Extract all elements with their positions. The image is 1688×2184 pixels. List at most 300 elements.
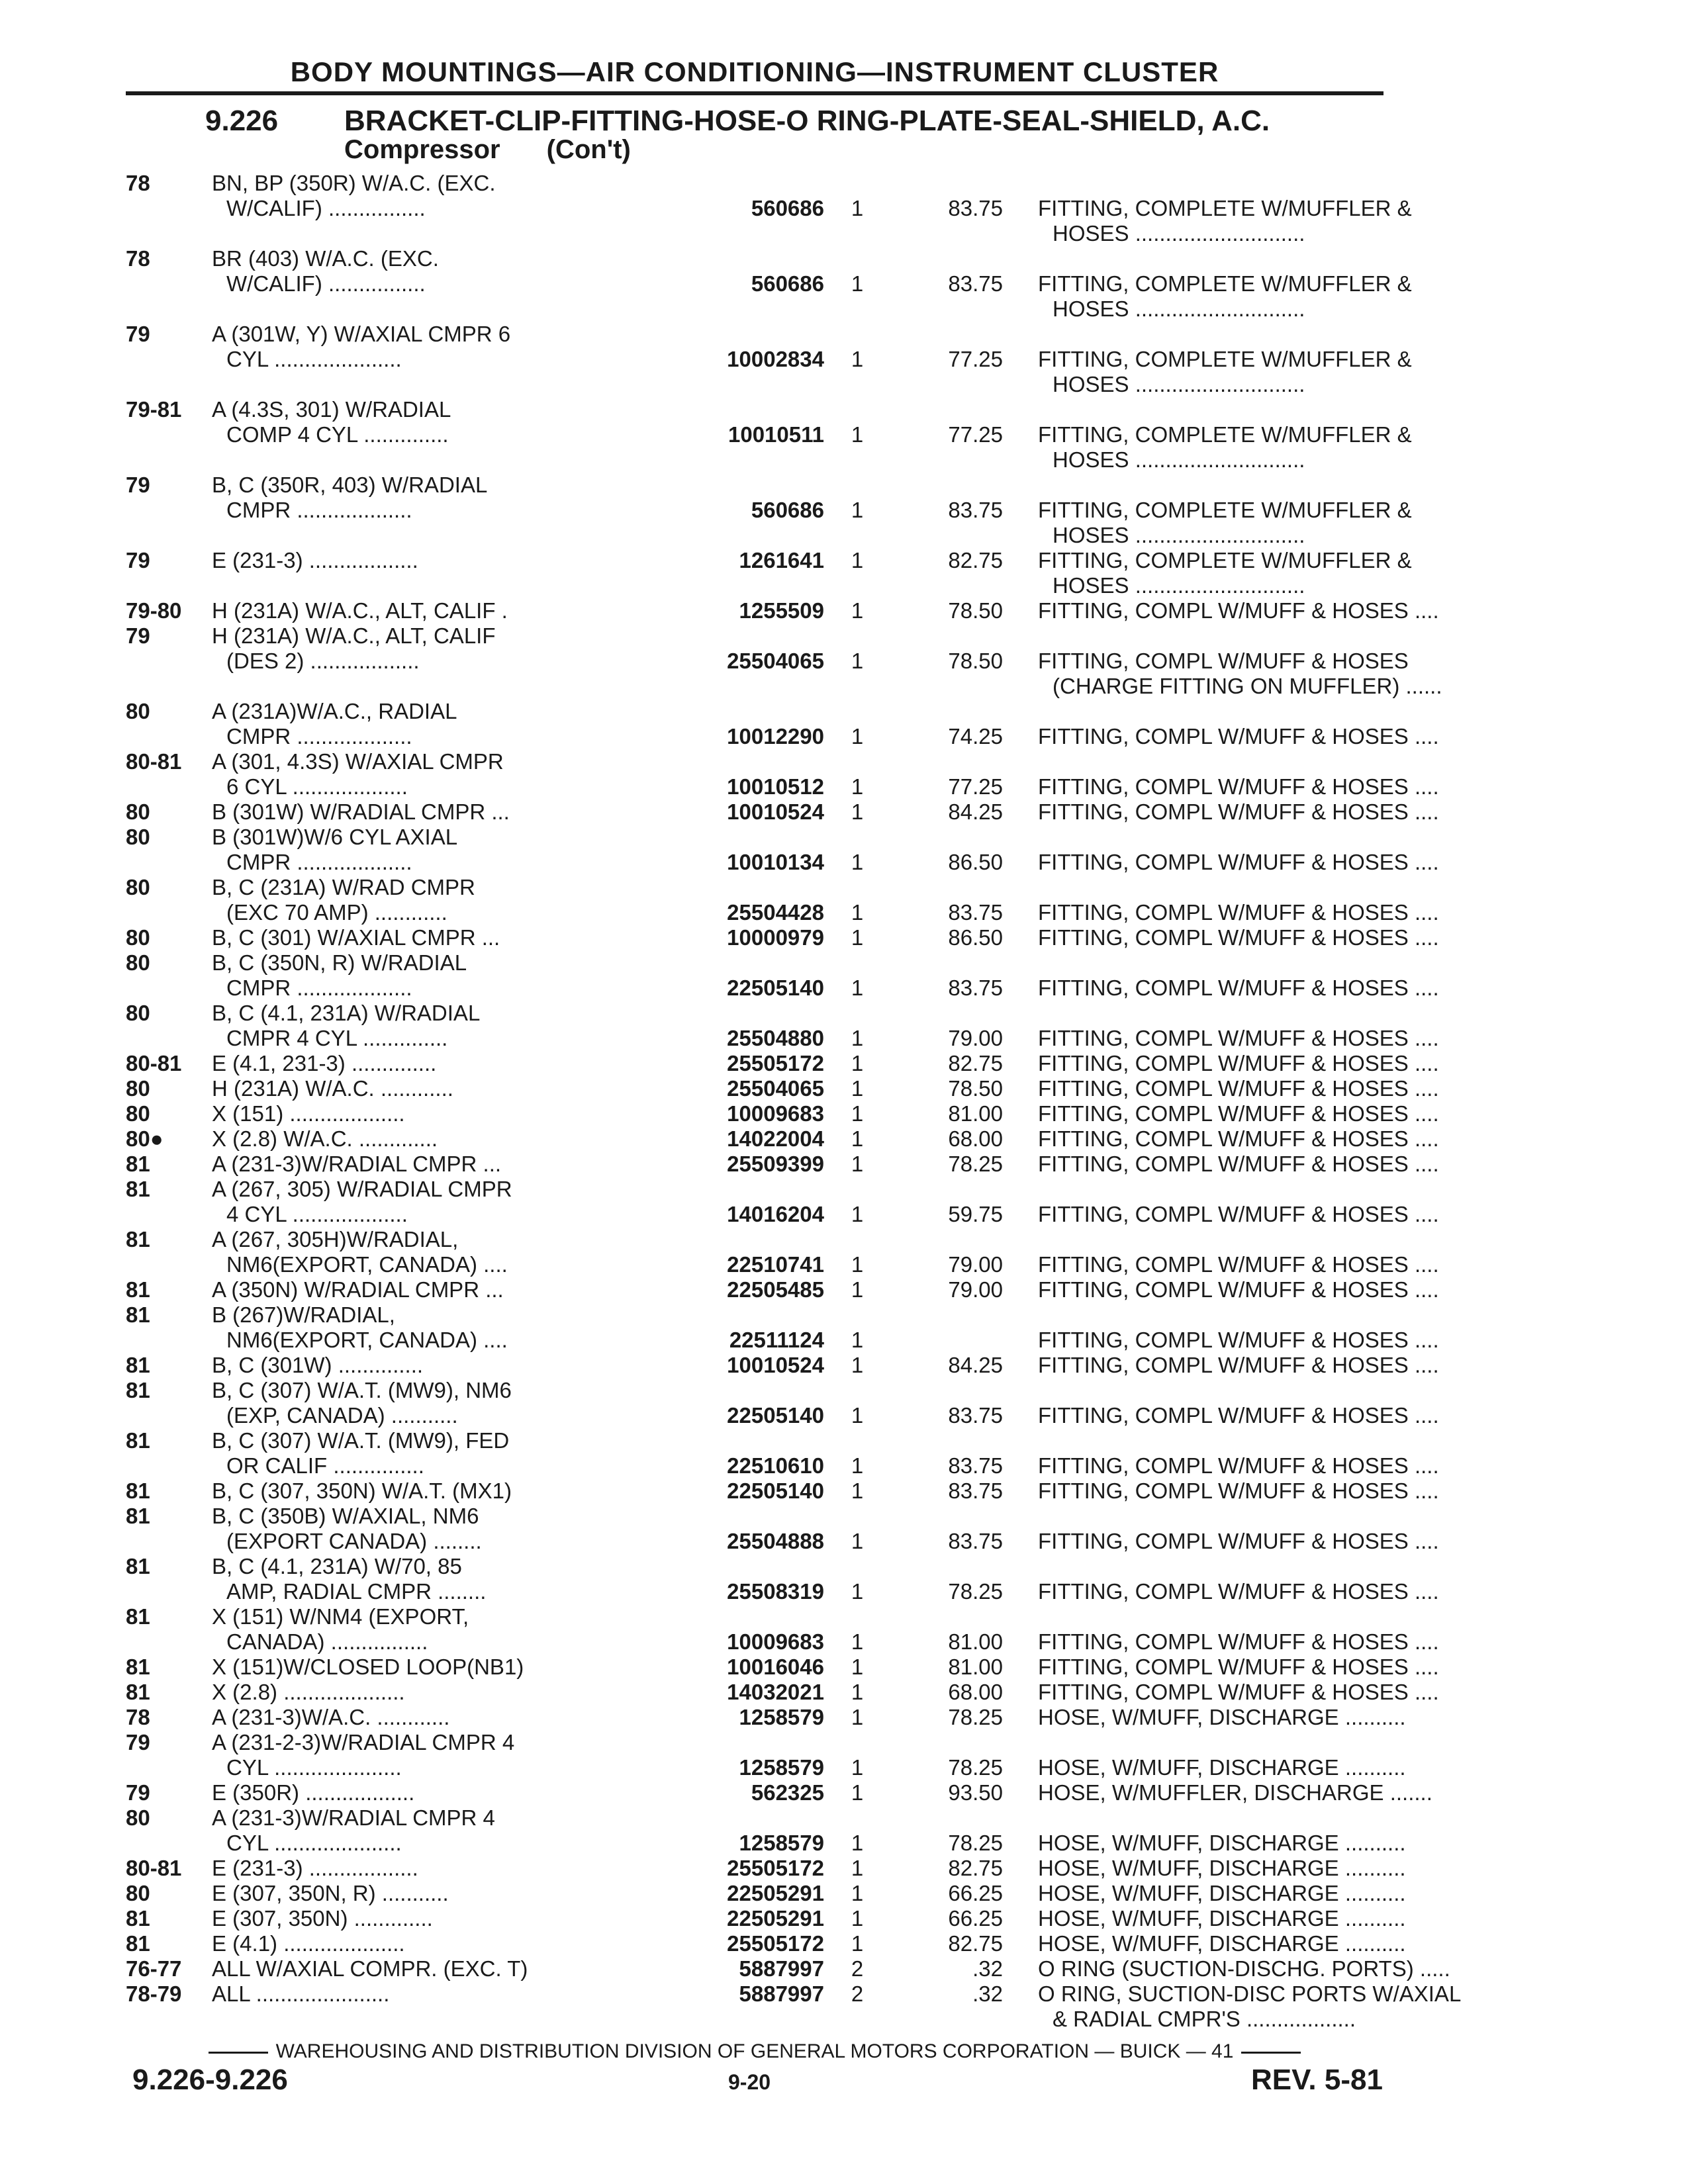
description-line: B, C (4.1, 231A) W/RADIAL [212,1001,481,1025]
quantity: 1 [851,1353,864,1377]
price: 83.75 [948,976,1003,1000]
price: 78.50 [948,1076,1003,1101]
description-line: CANADA) ................ [226,1629,428,1654]
part-name [1038,1780,1515,1805]
part-number: 560686 [751,196,824,220]
quantity: 1 [851,1252,864,1277]
quantity: 2 [851,1956,864,1981]
part-name-line: FITTING, COMPL W/MUFF & HOSES .... [1038,1152,1439,1176]
model-year: 81 [126,1931,150,1956]
description-line: NM6(EXPORT, CANADA) .... [226,1328,508,1352]
part-number: 22510610 [727,1453,824,1478]
part-number: 22505140 [727,1479,824,1503]
price: 78.25 [948,1579,1003,1604]
part-number: 5887997 [739,1981,824,2006]
price: 83.75 [948,498,1003,522]
model-year: 80 [126,950,150,975]
price: 83.75 [948,1403,1003,1428]
model-year: 80 [126,825,150,849]
quantity: 1 [851,925,864,950]
part-number: 22505291 [727,1881,824,1905]
description-line: E (4.1, 231-3) .............. [212,1051,437,1075]
price: 83.75 [948,1479,1003,1503]
model-year: 80 [126,875,150,899]
description-line: A (301W, Y) W/AXIAL CMPR 6 [212,322,511,346]
table-row [126,1730,1450,1780]
description-line: (EXC 70 AMP) ............ [226,900,447,925]
table-row [126,1856,1450,1881]
table-row [126,623,1450,699]
part-name-line: FITTING, COMPLETE W/MUFFLER & [1038,196,1412,220]
description-line: E (231-3) .................. [212,548,418,572]
price: 74.25 [948,724,1003,749]
price: 78.25 [948,1705,1003,1729]
price: 79.00 [948,1277,1003,1302]
price: 83.75 [948,271,1003,296]
quantity: 1 [851,1629,864,1654]
model-year: 81 [126,1655,150,1679]
description-line: X (151)W/CLOSED LOOP(NB1) [212,1655,524,1679]
section-cont: (Con't) [546,135,631,164]
table-row [126,1881,1450,1906]
part-number: 25505172 [727,1051,824,1075]
price: 82.75 [948,1051,1003,1075]
description-line: CMPR ................... [226,724,412,749]
part-number: 10009683 [727,1629,824,1654]
description-line: A (231-2-3)W/RADIAL CMPR 4 [212,1730,515,1754]
description-line: X (151) ................... [212,1101,405,1126]
section-title: BRACKET-CLIP-FITTING-HOSE-O RING-PLATE-SEAL-SHIELD, A.C. [344,105,1270,137]
part-name [1038,1655,1515,1680]
part-name-line: FITTING, COMPLETE W/MUFFLER & [1038,498,1412,522]
part-name-line: HOSE, W/MUFF, DISCHARGE .......... [1038,1831,1406,1855]
quantity: 1 [851,1026,864,1050]
model-year: 81 [126,1428,150,1453]
quantity: 1 [851,1680,864,1704]
part-name [1038,1629,1515,1655]
model-year: 80 [126,1076,150,1101]
price: .32 [972,1956,1003,1981]
quantity: 1 [851,850,864,874]
description-line: B, C (307) W/A.T. (MW9), NM6 [212,1378,512,1402]
table-row [126,1001,1450,1051]
quantity: 1 [851,271,864,296]
model-year: 81 [126,1227,150,1251]
part-number: 22511124 [729,1328,824,1352]
part-name-line: FITTING, COMPL W/MUFF & HOSES .... [1038,1655,1439,1679]
model-year: 81 [126,1177,150,1201]
part-number: 10010524 [727,799,824,824]
description-line: A (4.3S, 301) W/RADIAL [212,397,451,422]
section-number: 9.226 [205,105,279,137]
part-name-line: FITTING, COMPLETE W/MUFFLER & [1038,271,1412,296]
part-number: 1261641 [739,548,824,572]
part-number: 1258579 [739,1755,824,1780]
price: 68.00 [948,1126,1003,1151]
quantity: 1 [851,1931,864,1956]
description-line: BR (403) W/A.C. (EXC. [212,246,439,271]
description-line: CYL ..................... [226,347,402,371]
table-row [126,1479,1450,1504]
price: 66.25 [948,1881,1003,1905]
part-name-line: HOSE, W/MUFFLER, DISCHARGE ....... [1038,1780,1432,1805]
part-number: 22510741 [727,1252,824,1277]
description-line: CMPR ................... [226,976,412,1000]
quantity: 1 [851,649,864,673]
description-line: 4 CYL ................... [226,1202,408,1226]
quantity: 1 [851,548,864,572]
quantity: 1 [851,1101,864,1126]
part-number: 5887997 [739,1956,824,1981]
part-name [1038,1579,1515,1604]
table-row [126,246,1450,322]
model-year: 80 [126,925,150,950]
model-year: 79-81 [126,397,182,422]
part-name [1038,850,1515,875]
price: 86.50 [948,850,1003,874]
part-name-line: FITTING, COMPL W/MUFF & HOSES .... [1038,1076,1439,1101]
quantity: 1 [851,1529,864,1553]
price: 78.25 [948,1755,1003,1780]
description-line: ALL W/AXIAL COMPR. (EXC. T) [212,1956,528,1981]
part-name-line: FITTING, COMPL W/MUFF & HOSES .... [1038,925,1439,950]
part-name-line: FITTING, COMPL W/MUFF & HOSES .... [1038,1529,1439,1553]
part-name [1038,1881,1515,1906]
quantity: 1 [851,900,864,925]
price: 83.75 [948,196,1003,220]
quantity: 1 [851,1780,864,1805]
part-name-line: O RING (SUCTION-DISCHG. PORTS) ..... [1038,1956,1450,1981]
model-year: 81 [126,1479,150,1503]
description-line: OR CALIF ............... [226,1453,424,1478]
part-name-line: FITTING, COMPL W/MUFF & HOSES .... [1038,1579,1439,1604]
table-row [126,925,1450,950]
quantity: 1 [851,1202,864,1226]
part-name-line: HOSE, W/MUFF, DISCHARGE .......... [1038,1906,1406,1931]
price: 78.50 [948,649,1003,673]
description-line: ALL ...................... [212,1981,390,2006]
table-row [126,825,1450,875]
part-number: 1258579 [739,1705,824,1729]
part-number: 14032021 [727,1680,824,1704]
quantity: 1 [851,1705,864,1729]
quantity: 1 [851,1076,864,1101]
part-number: 25508319 [727,1579,824,1604]
part-number: 1258579 [739,1831,824,1855]
model-year: 78 [126,246,150,271]
table-row [126,1101,1450,1126]
model-year: 80● [126,1126,164,1151]
price: 59.75 [948,1202,1003,1226]
quantity: 1 [851,598,864,623]
part-name [1038,1152,1515,1177]
description-line: AMP, RADIAL CMPR ........ [226,1579,487,1604]
price: 82.75 [948,1856,1003,1880]
price: 77.25 [948,422,1003,447]
quantity: 1 [851,1453,864,1478]
table-row [126,1604,1450,1655]
quantity: 1 [851,1152,864,1176]
table-row [126,1051,1450,1076]
part-name [1038,1026,1515,1051]
part-number: 10010134 [727,850,824,874]
part-name [1038,1956,1515,1981]
description-line: A (301, 4.3S) W/AXIAL CMPR [212,749,504,774]
model-year: 79 [126,322,150,346]
table-row [126,322,1450,397]
page-header: BODY MOUNTINGS—AIR CONDITIONING—INSTRUMENT CLUSTER [290,56,1219,87]
part-name [1038,1479,1515,1504]
part-name-line: FITTING, COMPL W/MUFF & HOSES .... [1038,1403,1439,1428]
quantity: 1 [851,724,864,749]
table-row [126,1428,1450,1479]
part-name [1038,1076,1515,1101]
part-name-line: FITTING, COMPL W/MUFF & HOSES .... [1038,1328,1439,1352]
table-row [126,1277,1450,1302]
part-number: 10016046 [727,1655,824,1679]
table-row [126,473,1450,548]
table-row [126,1554,1450,1604]
footer-rule-right [1241,2052,1301,2054]
part-number: 1255509 [739,598,824,623]
price: 82.75 [948,1931,1003,1956]
table-row [126,171,1450,246]
table-row [126,1076,1450,1101]
part-number: 562325 [751,1780,824,1805]
model-year: 79 [126,548,150,572]
part-name [1038,1529,1515,1554]
description-line: (EXPORT CANADA) ........ [226,1529,482,1553]
model-year: 80 [126,1101,150,1126]
part-number: 10002834 [727,347,824,371]
quantity: 1 [851,1906,864,1931]
table-row [126,1177,1450,1227]
table-row [126,1655,1450,1680]
description-line: A (267, 305H)W/RADIAL, [212,1227,459,1251]
part-number: 560686 [751,271,824,296]
part-name [1038,1353,1515,1378]
table-row [126,1353,1450,1378]
part-number: 25504888 [727,1529,824,1553]
description-line: X (2.8) .................... [212,1680,405,1704]
part-name-line: FITTING, COMPL W/MUFF & HOSES .... [1038,724,1439,749]
table-row [126,1126,1450,1152]
part-number: 10010524 [727,1353,824,1377]
description-line: B, C (301W) .............. [212,1353,424,1377]
part-name-line: FITTING, COMPL W/MUFF & HOSES .... [1038,1479,1439,1503]
table-row [126,799,1450,825]
part-name-line: HOSES ............................ [1053,523,1305,547]
table-row [126,749,1450,799]
quantity: 1 [851,774,864,799]
table-row [126,1227,1450,1277]
part-number: 14016204 [727,1202,824,1226]
part-name [1038,347,1515,397]
part-number: 25509399 [727,1152,824,1176]
part-name-line: FITTING, COMPL W/MUFF & HOSES .... [1038,1126,1439,1151]
part-name [1038,1705,1515,1730]
description-line: B, C (350R, 403) W/RADIAL [212,473,488,497]
table-row [126,1504,1450,1554]
price: 68.00 [948,1680,1003,1704]
part-name [1038,1831,1515,1856]
section-subtitle-line [344,136,1397,163]
table-row [126,1956,1450,1981]
part-number: 25505172 [727,1931,824,1956]
part-number: 10009683 [727,1101,824,1126]
part-name-line: O RING, SUCTION-DISC PORTS W/AXIAL [1038,1981,1462,2006]
model-year: 81 [126,1378,150,1402]
part-name [1038,1906,1515,1931]
description-line: A (231-3)W/RADIAL CMPR 4 [212,1805,495,1830]
part-name [1038,1101,1515,1126]
part-number: 10012290 [727,724,824,749]
description-line: 6 CYL ................... [226,774,408,799]
model-year: 81 [126,1554,150,1578]
footer-rule-left [209,2052,268,2054]
footer-division-line [126,2038,1383,2065]
part-name [1038,548,1515,598]
model-year: 78-79 [126,1981,182,2006]
table-row [126,1931,1450,1956]
part-name-line: HOSES ............................ [1053,221,1305,246]
quantity: 1 [851,1328,864,1352]
part-name [1038,1453,1515,1479]
price: 81.00 [948,1101,1003,1126]
quantity: 1 [851,1579,864,1604]
description-line: B (267)W/RADIAL, [212,1302,395,1327]
part-name [1038,774,1515,799]
model-year: 81 [126,1604,150,1629]
part-number: 25504880 [727,1026,824,1050]
model-year: 79-80 [126,598,182,623]
part-name [1038,1126,1515,1152]
model-year: 80 [126,799,150,824]
description-line: X (2.8) W/A.C. ............. [212,1126,438,1151]
quantity: 1 [851,1051,864,1075]
table-row [126,699,1450,749]
part-number: 22505485 [727,1277,824,1302]
description-line: A (267, 305) W/RADIAL CMPR [212,1177,512,1201]
quantity: 1 [851,1403,864,1428]
part-number: 25504065 [727,1076,824,1101]
price: 83.75 [948,1453,1003,1478]
part-name [1038,1252,1515,1277]
part-name-line: FITTING, COMPLETE W/MUFFLER & [1038,422,1412,447]
model-year: 79 [126,1730,150,1754]
quantity: 1 [851,196,864,220]
table-row [126,1680,1450,1705]
table-row [126,1705,1450,1730]
model-year: 81 [126,1504,150,1528]
description-line: (EXP, CANADA) ........... [226,1403,458,1428]
quantity: 1 [851,799,864,824]
table-row [126,397,1450,473]
table-row [126,1906,1450,1931]
model-year: 81 [126,1353,150,1377]
part-name-line: FITTING, COMPLETE W/MUFFLER & [1038,548,1412,572]
model-year: 80-81 [126,1051,182,1075]
part-name-line: FITTING, COMPL W/MUFF & HOSES [1038,649,1409,673]
part-name-line: FITTING, COMPL W/MUFF & HOSES .... [1038,598,1439,623]
description-line: X (151) W/NM4 (EXPORT, [212,1604,469,1629]
price: 78.25 [948,1152,1003,1176]
price: 77.25 [948,347,1003,371]
price: 81.00 [948,1629,1003,1654]
model-year: 78 [126,171,150,195]
price: 81.00 [948,1655,1003,1679]
description-line: CMPR ................... [226,498,412,522]
part-name [1038,1931,1515,1956]
model-year: 79 [126,473,150,497]
part-name-line: FITTING, COMPL W/MUFF & HOSES .... [1038,1453,1439,1478]
part-name-line: FITTING, COMPL W/MUFF & HOSES .... [1038,1629,1439,1654]
quantity: 1 [851,1479,864,1503]
price: 78.50 [948,598,1003,623]
description-line: E (350R) .................. [212,1780,415,1805]
description-line: W/CALIF) ................ [226,196,426,220]
model-year: 80-81 [126,749,182,774]
part-name [1038,925,1515,950]
part-name-line: FITTING, COMPL W/MUFF & HOSES .... [1038,1353,1439,1377]
part-name-line: FITTING, COMPL W/MUFF & HOSES .... [1038,900,1439,925]
description-line: COMP 4 CYL .............. [226,422,449,447]
price: 78.25 [948,1831,1003,1855]
description-line: A (231A)W/A.C., RADIAL [212,699,457,723]
description-line: A (231-3)W/RADIAL CMPR ... [212,1152,502,1176]
part-name-line: FITTING, COMPL W/MUFF & HOSES .... [1038,1277,1439,1302]
price: 79.00 [948,1026,1003,1050]
description-line: B, C (4.1, 231A) W/70, 85 [212,1554,462,1578]
part-name [1038,799,1515,825]
part-number: 22505140 [727,976,824,1000]
description-line: B, C (301) W/AXIAL CMPR ... [212,925,500,950]
quantity: 1 [851,1856,864,1880]
part-name-line: FITTING, COMPL W/MUFF & HOSES .... [1038,1026,1439,1050]
description-line: H (231A) W/A.C., ALT, CALIF . [212,598,508,623]
table-row [126,1981,1462,2032]
part-name-line: FITTING, COMPL W/MUFF & HOSES .... [1038,1252,1439,1277]
description-line: A (350N) W/RADIAL CMPR ... [212,1277,504,1302]
part-number: 560686 [751,498,824,522]
price: 84.25 [948,1353,1003,1377]
quantity: 1 [851,1655,864,1679]
description-line: H (231A) W/A.C. ............ [212,1076,453,1101]
part-name-line: HOSES ............................ [1053,447,1305,472]
model-year: 80 [126,699,150,723]
quantity: 1 [851,1831,864,1855]
table-row [126,1378,1450,1428]
price: 84.25 [948,799,1003,824]
price: 93.50 [948,1780,1003,1805]
part-name [1038,724,1515,749]
model-year: 80 [126,1805,150,1830]
part-name-line: HOSE, W/MUFF, DISCHARGE .......... [1038,1755,1406,1780]
table-row [126,598,1450,623]
description-line: E (4.1) .................... [212,1931,405,1956]
part-name [1038,1755,1515,1780]
part-name-line: FITTING, COMPL W/MUFF & HOSES .... [1038,976,1439,1000]
description-line: B, C (307) W/A.T. (MW9), FED [212,1428,510,1453]
model-year: 76-77 [126,1956,182,1981]
description-line: E (307, 350N, R) ........... [212,1881,449,1905]
footer-range: 9.226-9.226 [132,2064,288,2096]
model-year: 81 [126,1302,150,1327]
part-name [1038,649,1515,699]
part-name-line: FITTING, COMPL W/MUFF & HOSES .... [1038,1101,1439,1126]
table-row [126,1302,1450,1353]
part-name-line: HOSE, W/MUFF, DISCHARGE .......... [1038,1881,1406,1905]
